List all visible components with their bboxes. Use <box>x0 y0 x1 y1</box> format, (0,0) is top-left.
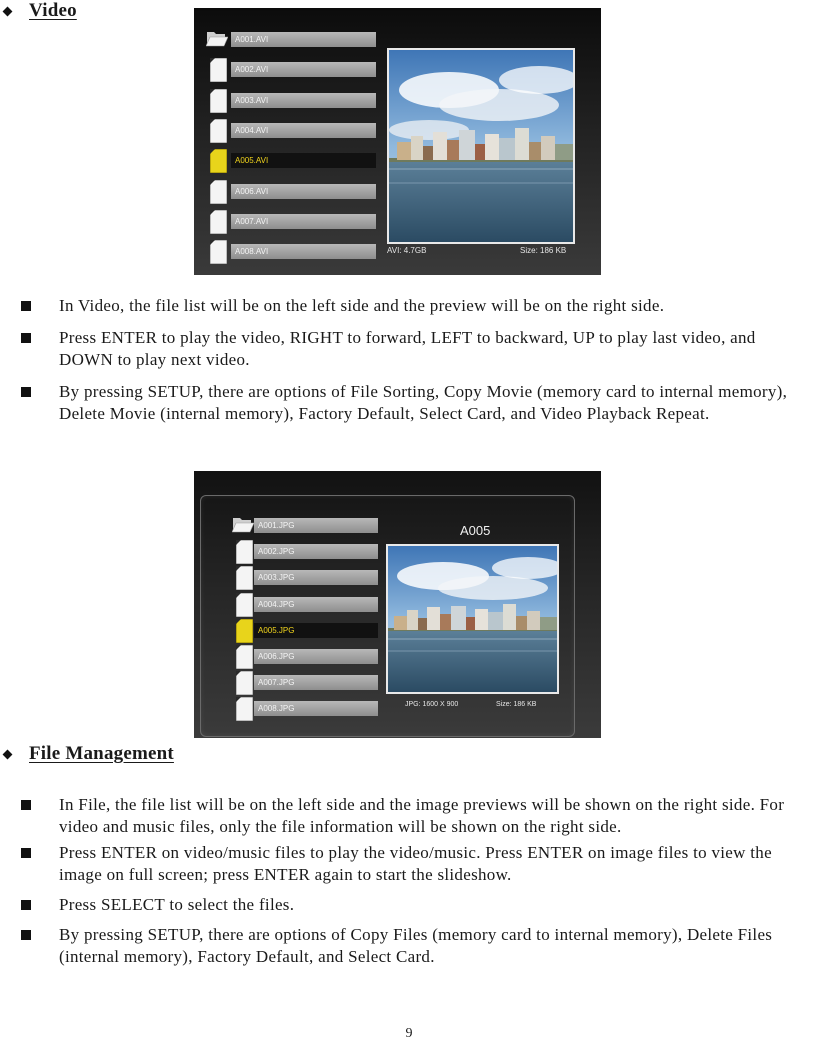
file-name-label: A003.JPG <box>254 570 378 585</box>
square-bullet-icon <box>21 333 31 343</box>
list-item: By pressing SETUP, there are options of File Sorting, Copy Movie (memory card to internal memory), Delete Movie (internal memory), Factory Default, Select Card, and Video Playback Repeat. <box>0 381 818 425</box>
square-bullet-icon <box>21 900 31 910</box>
file-info-format: JPG: 1600 X 900 <box>405 701 459 708</box>
city-waterfront-picture <box>389 50 573 242</box>
list-item[interactable] <box>236 597 378 613</box>
file-icon <box>236 593 253 617</box>
list-item: Press ENTER to play the video, RIGHT to forward, LEFT to backward, UP to play last video, and DOWN to play next video. <box>0 327 818 371</box>
file-icon <box>236 645 253 669</box>
list-item[interactable] <box>210 32 376 48</box>
file-management-section-heading <box>0 743 174 765</box>
list-item: In Video, the file list will be on the left side and the preview will be on the right side. <box>0 295 818 317</box>
list-item[interactable] <box>236 675 378 691</box>
file-name-label: A006.AVI <box>231 184 376 199</box>
list-item[interactable] <box>210 62 376 78</box>
file-icon <box>210 89 227 113</box>
page-number: 9 <box>405 1026 413 1041</box>
file-icon <box>236 619 253 643</box>
file-name-label: A007.AVI <box>231 214 376 229</box>
file-name-label: A005.AVI <box>231 153 376 168</box>
file-browser-screenshot <box>194 471 601 738</box>
list-item[interactable] <box>210 93 376 109</box>
file-management-heading-title: File Management <box>29 743 174 764</box>
square-bullet-icon <box>21 387 31 397</box>
list-item[interactable] <box>210 153 376 169</box>
file-icon <box>236 671 253 695</box>
list-item[interactable] <box>236 518 378 534</box>
list-item[interactable] <box>236 701 378 717</box>
file-name-label: A008.AVI <box>231 244 376 259</box>
video-info-size: Size: 186 KB <box>520 246 567 255</box>
square-bullet-icon <box>21 301 31 311</box>
list-item[interactable] <box>236 623 378 639</box>
file-icon <box>236 566 253 590</box>
file-name-label: A008.JPG <box>254 701 378 716</box>
file-icon <box>210 149 227 173</box>
file-name-label: A001.AVI <box>231 32 376 47</box>
file-name-label: A003.AVI <box>231 93 376 108</box>
file-name-label: A001.JPG <box>254 518 378 533</box>
open-folder-icon <box>206 29 228 47</box>
list-item[interactable] <box>236 649 378 665</box>
file-preview-image <box>386 544 559 694</box>
file-icon <box>236 540 253 564</box>
video-bullet-list <box>0 295 818 425</box>
file-icon <box>210 119 227 143</box>
list-item[interactable] <box>210 244 376 260</box>
open-folder-icon <box>232 515 254 533</box>
file-name-label: A004.AVI <box>231 123 376 138</box>
square-bullet-icon <box>21 800 31 810</box>
video-info-format: AVI: 4.7GB <box>387 246 427 255</box>
city-waterfront-picture <box>388 546 557 692</box>
file-name-label: A006.JPG <box>254 649 378 664</box>
list-item[interactable] <box>236 570 378 586</box>
list-item: By pressing SETUP, there are options of Copy Files (memory card to internal memory), Delete Files (internal memory), Factory Default, and Select Card. <box>0 924 818 968</box>
video-preview-image <box>387 48 575 244</box>
file-icon <box>210 58 227 82</box>
file-name-label: A002.AVI <box>231 62 376 77</box>
square-bullet-icon <box>21 930 31 940</box>
file-icon <box>210 180 227 204</box>
video-section-heading <box>0 0 77 22</box>
video-heading-title: Video <box>29 0 77 21</box>
file-icon <box>210 240 227 264</box>
file-bullet-list <box>0 794 818 968</box>
file-name-label: A005.JPG <box>254 623 378 638</box>
square-bullet-icon <box>21 848 31 858</box>
list-item[interactable] <box>210 214 376 230</box>
file-icon <box>210 210 227 234</box>
file-info-size: Size: 186 KB <box>496 701 537 708</box>
video-browser-screenshot <box>194 8 601 275</box>
list-item[interactable] <box>210 184 376 200</box>
file-name-label: A007.JPG <box>254 675 378 690</box>
list-item: Press ENTER on video/music files to play the video/music. Press ENTER on image files to view the image on full screen; press ENTER again to start the slideshow. <box>0 842 818 886</box>
file-name-label: A002.JPG <box>254 544 378 559</box>
file-name-label: A004.JPG <box>254 597 378 612</box>
diamond-bullet-icon <box>3 6 13 16</box>
file-preview-title: A005 <box>460 523 491 538</box>
list-item: Press SELECT to select the files. <box>0 894 818 916</box>
list-item: In File, the file list will be on the left side and the image previews will be shown on the right side. For video and music files, only the file information will be shown on the right side. <box>0 794 818 838</box>
list-item[interactable] <box>236 544 378 560</box>
file-icon <box>236 697 253 721</box>
list-item[interactable] <box>210 123 376 139</box>
diamond-bullet-icon <box>3 749 13 759</box>
